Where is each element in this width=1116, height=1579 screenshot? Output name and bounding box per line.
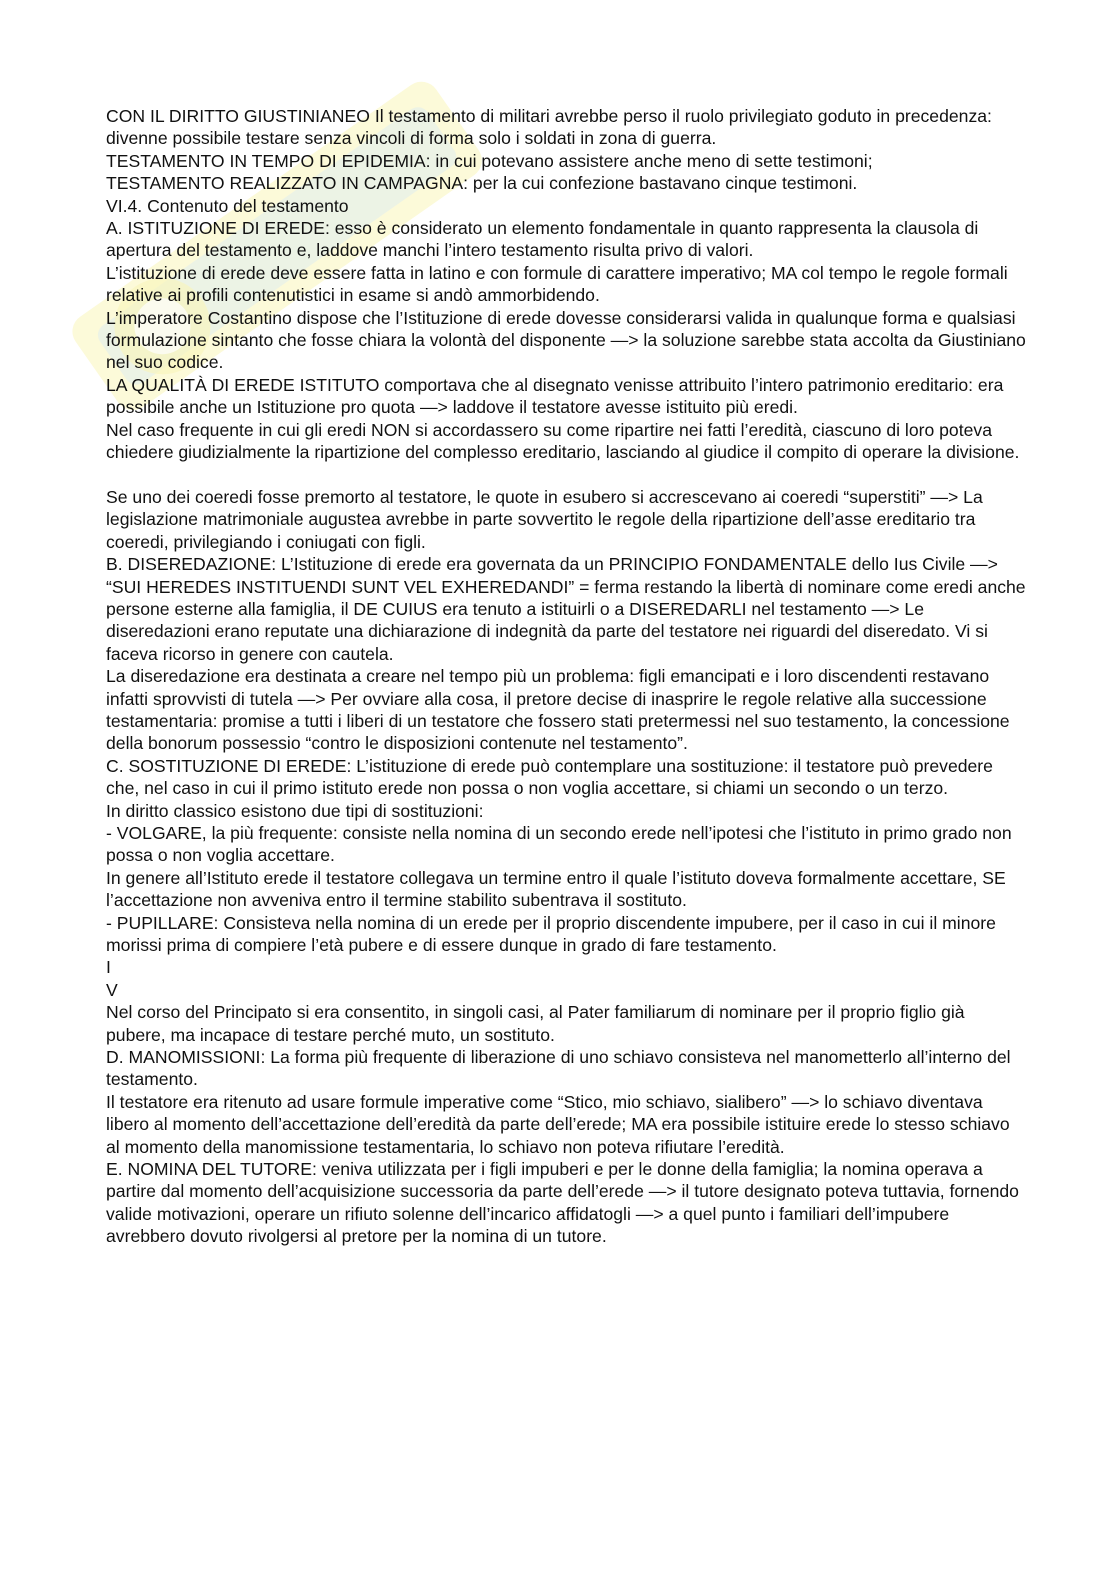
stray-letter: I [106,957,111,978]
paragraph: In diritto classico esistono due tipi di sostituzioni: [106,800,484,821]
paragraph: Il testatore era ritenuto ad usare formule imperative come “Stico, mio schiavo, sialibero” —> lo schiavo diventava libero al momento dell’accettazione dell’eredità da parte dell’erede; MA era possibile istituire erede lo stesso schiavo al momento della manomissione testamentaria, lo schiavo non poteva rifiutare l’eredità. [106,1091,1010,1157]
paragraph: E. NOMINA DEL TUTORE: veniva utilizzata per i figli impuberi e per le donne della famiglia; la nomina operava a partire dal momento dell’acquisizione successoria da parte dell’erede —> il tutore designato poteva tuttavia, fornendo valide motivazioni, operare un rifiuto solenne dell’incarico affidatogli —> a quel punto i familiari dell’impubere avrebbero dovuto rivolgersi al pretore per la nomina di un tutore. [106,1159,1019,1247]
paragraph: L’imperatore Costantino dispose che l’Istituzione di erede dovesse considerarsi valida in qualunque forma e qualsiasi formulazione sintanto che fosse chiara la volontà del disponente —> la soluzione sarebbe stata accolta da Giustiniano nel suo codice. [106,307,1026,373]
paragraph: TESTAMENTO IN TEMPO DI EPIDEMIA: in cui potevano assistere anche meno di sette testimoni; [106,150,873,171]
paragraph: Nel corso del Principato si era consentito, in singoli casi, al Pater familiarum di nominare per il proprio figlio già pubere, ma incapace di testare perché muto, un sostituto. [106,1002,965,1045]
paragraph: LA QUALITÀ DI EREDE ISTITUTO comportava che al disegnato venisse attribuito l’intero patrimonio ereditario: era possibile anche un Istituzione pro quota —> laddove il testatore avesse istituito più eredi. [106,374,1004,418]
paragraph: Se uno dei coeredi fosse premorto al testatore, le quote in esubero si accrescevano ai coeredi “superstiti” —> La legislazione matrimoniale augustea avrebbe in parte sovvertito le regole della ripartizione dell’asse ereditario tra coeredi, privilegiando i coniugati con figli. [106,486,983,552]
paragraph: CON IL DIRITTO GIUSTINIANEO Il testamento di militari avrebbe perso il ruolo privilegiato goduto in precedenza: divenne possibile testare senza vincoli di forma solo i soldati in zona di guerra. [106,106,992,149]
document-body [106,105,1026,1248]
paragraph: A. ISTITUZIONE DI EREDE: esso è considerato un elemento fondamentale in quanto rappresenta la clausola di apertura del testamento e, laddove manchi l’intero testamento risulta privo di valori. [106,218,979,261]
paragraph: - VOLGARE, la più frequente: consiste nella nomina di un secondo erede nell’ipotesi che l’istituto in primo grado non possa o non voglia accettare. [106,822,1012,866]
paragraph: - PUPILLARE: Consisteva nella nomina di un erede per il proprio discendente impubere, per il caso in cui il minore morissi prima di compiere l’età pubere e di essere dunque in grado di fare testamento. [106,912,996,956]
paragraph: In genere all’Istituto erede il testatore collegava un termine entro il quale l’istituto doveva formalmente accettare, SE l’accettazione non avveniva entro il termine stabilito subentrava il sostituto. [106,867,1006,911]
paragraph: B. DISEREDAZIONE: L’Istituzione di erede era governata da un PRINCIPIO FONDAMENTALE dello Ius Civile —> “SUI HEREDES INSTITUENDI SUNT VEL EXHEREDANDI” = ferma restando la libertà di nominare come eredi anche persone esterne alla famiglia, il DE CUIUS era tenuto a istituirli o a DISEREDARLI nel testamento —> Le diseredazioni erano reputate una dichiarazione di indegnità da parte del testatore nei riguardi del diseredato. Vi si faceva ricorso in genere con cautela. [106,554,1026,664]
paragraph: TESTAMENTO REALIZZATO IN CAMPAGNA: per la cui confezione bastavano cinque testimoni. [106,173,858,194]
paragraph: Nel caso frequente in cui gli eredi NON si accordassero su come ripartire nei fatti l’eredità, ciascuno di loro poteva chiedere giudizialmente la ripartizione del complesso ereditario, lasciando al giudice il compito di operare la divisione. [106,419,1020,463]
paragraph: La diseredazione era destinata a creare nel tempo più un problema: figli emancipati e i loro discendenti restavano infatti sprovvisti di tutela —> Per ovviare alla cosa, il pretore decise di inasprire le regole relative alla successione testamentaria: promise a tutti i liberi di un testatore che fossero stati pretermessi nel suo testamento, la concessione della bonorum possessio “contro le disposizioni contenute nel testamento”. [106,666,1010,754]
section-heading: VI.4. Contenuto del testamento [106,195,349,216]
paragraph: C. SOSTITUZIONE DI EREDE: L’istituzione di erede può contemplare una sostituzione: il testatore può prevedere che, nel caso in cui il primo istituto erede non possa o non voglia accettare, si chiami un secondo o un terzo. [106,755,993,799]
paragraph: D. MANOMISSIONI: La forma più frequente di liberazione di uno schiavo consisteva nel manometterlo all’interno del testamento. [106,1047,1011,1090]
paragraph: L’istituzione di erede deve essere fatta in latino e con formule di carattere imperativo; MA col tempo le regole formali relative ai profili contenutistici in esame si andò ammorbidendo. [106,262,1008,306]
stray-letter: V [106,979,118,1000]
blank-line [106,464,1026,486]
